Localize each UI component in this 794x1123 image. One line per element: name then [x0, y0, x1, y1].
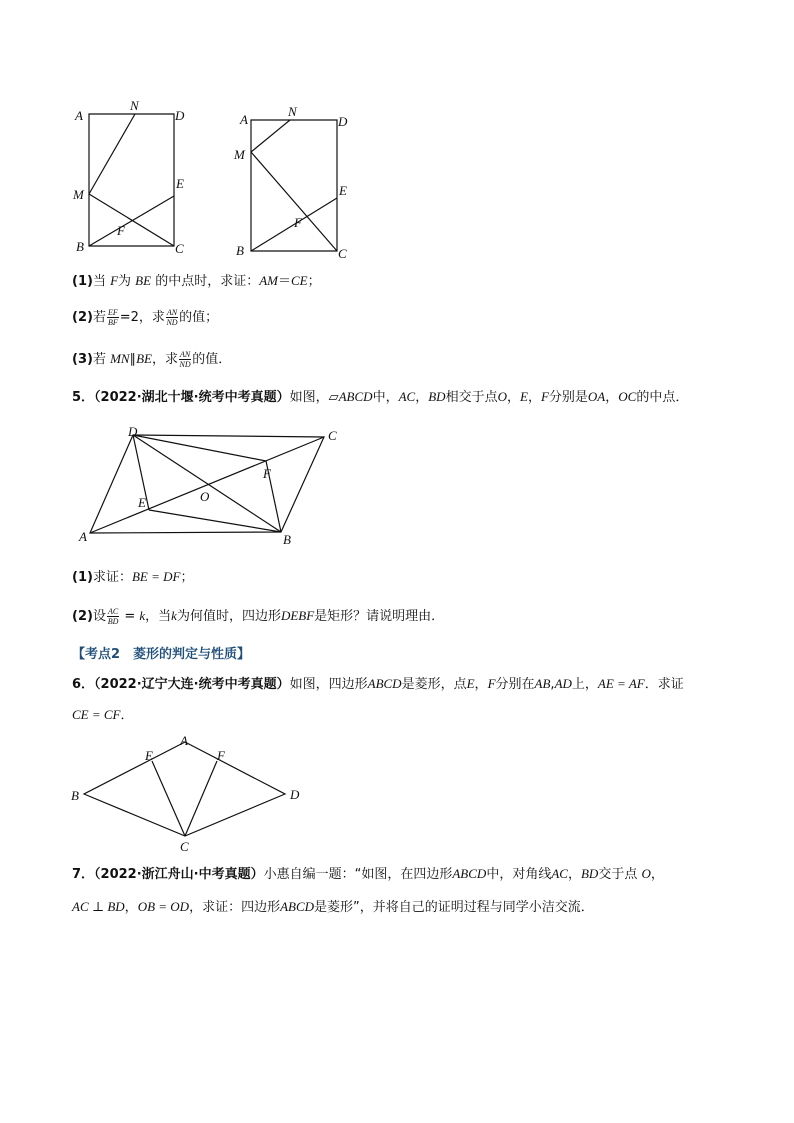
label-c: C — [175, 241, 184, 256]
label-f: F — [263, 466, 271, 481]
label-n: N — [288, 104, 297, 119]
label-f: F — [294, 215, 302, 230]
diagonal-ac — [90, 437, 324, 533]
rectangle-abcd — [89, 114, 174, 246]
label-b: B — [236, 243, 244, 258]
label-d: D — [175, 108, 185, 123]
q4-part1: (1)当 F为 BE 的中点时，求证：AM＝CE； — [72, 273, 321, 289]
q6-stem-line2: CE = CF． — [72, 707, 134, 723]
segment-mn — [89, 114, 135, 194]
label-a: A — [75, 108, 83, 123]
q5-part2: (2)设 $\frac{AC}{BD}$ = k，当k为何值时，四边形DEBF是矩形？请说明理由． — [72, 607, 445, 626]
fraction-an-nd: $\frac{AN}{ND}$ — [179, 350, 191, 369]
q7-stem-line2: AC ⊥ BD，OB = OD，求证：四边形ABCD是菱形”，并将自己的证明过程与同学小洁交流． — [72, 899, 594, 915]
segment-be — [149, 510, 281, 532]
label-b: B — [283, 532, 291, 547]
segment-mc — [251, 152, 337, 251]
label-m: M — [234, 147, 245, 162]
label-o: O — [200, 489, 210, 504]
label-a: A — [240, 112, 248, 127]
label-f: F — [217, 748, 225, 763]
segment-mn — [251, 120, 290, 152]
q6-stem: 6．（2022·辽宁大连·统考中考真题）如图，四边形ABCD是菱形，点E，F分别在AB,AD上，AE = AF．求证 — [72, 676, 684, 692]
label-c: C — [180, 839, 189, 854]
section-header: 【考点2 菱形的判定与性质】 — [72, 647, 251, 662]
label-e: E — [138, 495, 146, 510]
label-c: C — [328, 428, 337, 443]
q7-stem: 7．（2022·浙江舟山·中考真题）小惠自编一题：“如图，在四边形ABCD中，对角线AC，BD交于点 O， — [72, 866, 664, 882]
label-b: B — [71, 788, 79, 803]
rhombus-abcd — [84, 742, 285, 836]
label-d: D — [128, 424, 138, 439]
rectangle-abcd — [251, 120, 337, 251]
label-f: F — [117, 223, 125, 238]
fraction-an-nd: $\frac{AN}{ND}$ — [166, 308, 178, 327]
label-m: M — [73, 187, 84, 202]
fraction-ac-bd: $\frac{AC}{BD}$ — [107, 607, 119, 626]
label-a: A — [180, 733, 188, 748]
label-d: D — [290, 787, 300, 802]
label-d: D — [338, 114, 348, 129]
q4-part2: (2)若 $\frac{EF}{BF}$ =2，求 $\frac{AN}{ND}$ 的值； — [72, 308, 219, 327]
figure-rectangle-2 — [230, 100, 360, 264]
label-e: E — [145, 748, 153, 763]
label-b: B — [76, 239, 84, 254]
label-a: A — [79, 529, 87, 544]
figure-rectangle-1 — [68, 96, 198, 258]
label-n: N — [130, 98, 139, 113]
q5-stem: 5．（2022·湖北十堰·统考中考真题）如图，▱ABCD中，AC，BD相交于点O，E，F分别是OA，OC的中点． — [72, 389, 689, 405]
label-e: E — [339, 183, 347, 198]
q4-part3: (3)若 MN∥BE，求 $\frac{AN}{ND}$ 的值． — [72, 350, 232, 369]
q5-part1: (1)求证：BE = DF； — [72, 569, 194, 585]
figure-parallelogram — [76, 424, 346, 548]
figure-rhombus — [68, 732, 308, 856]
label-e: E — [176, 176, 184, 191]
label-c: C — [338, 246, 347, 261]
fraction-ef-bf: $\frac{EF}{BF}$ — [107, 308, 118, 327]
